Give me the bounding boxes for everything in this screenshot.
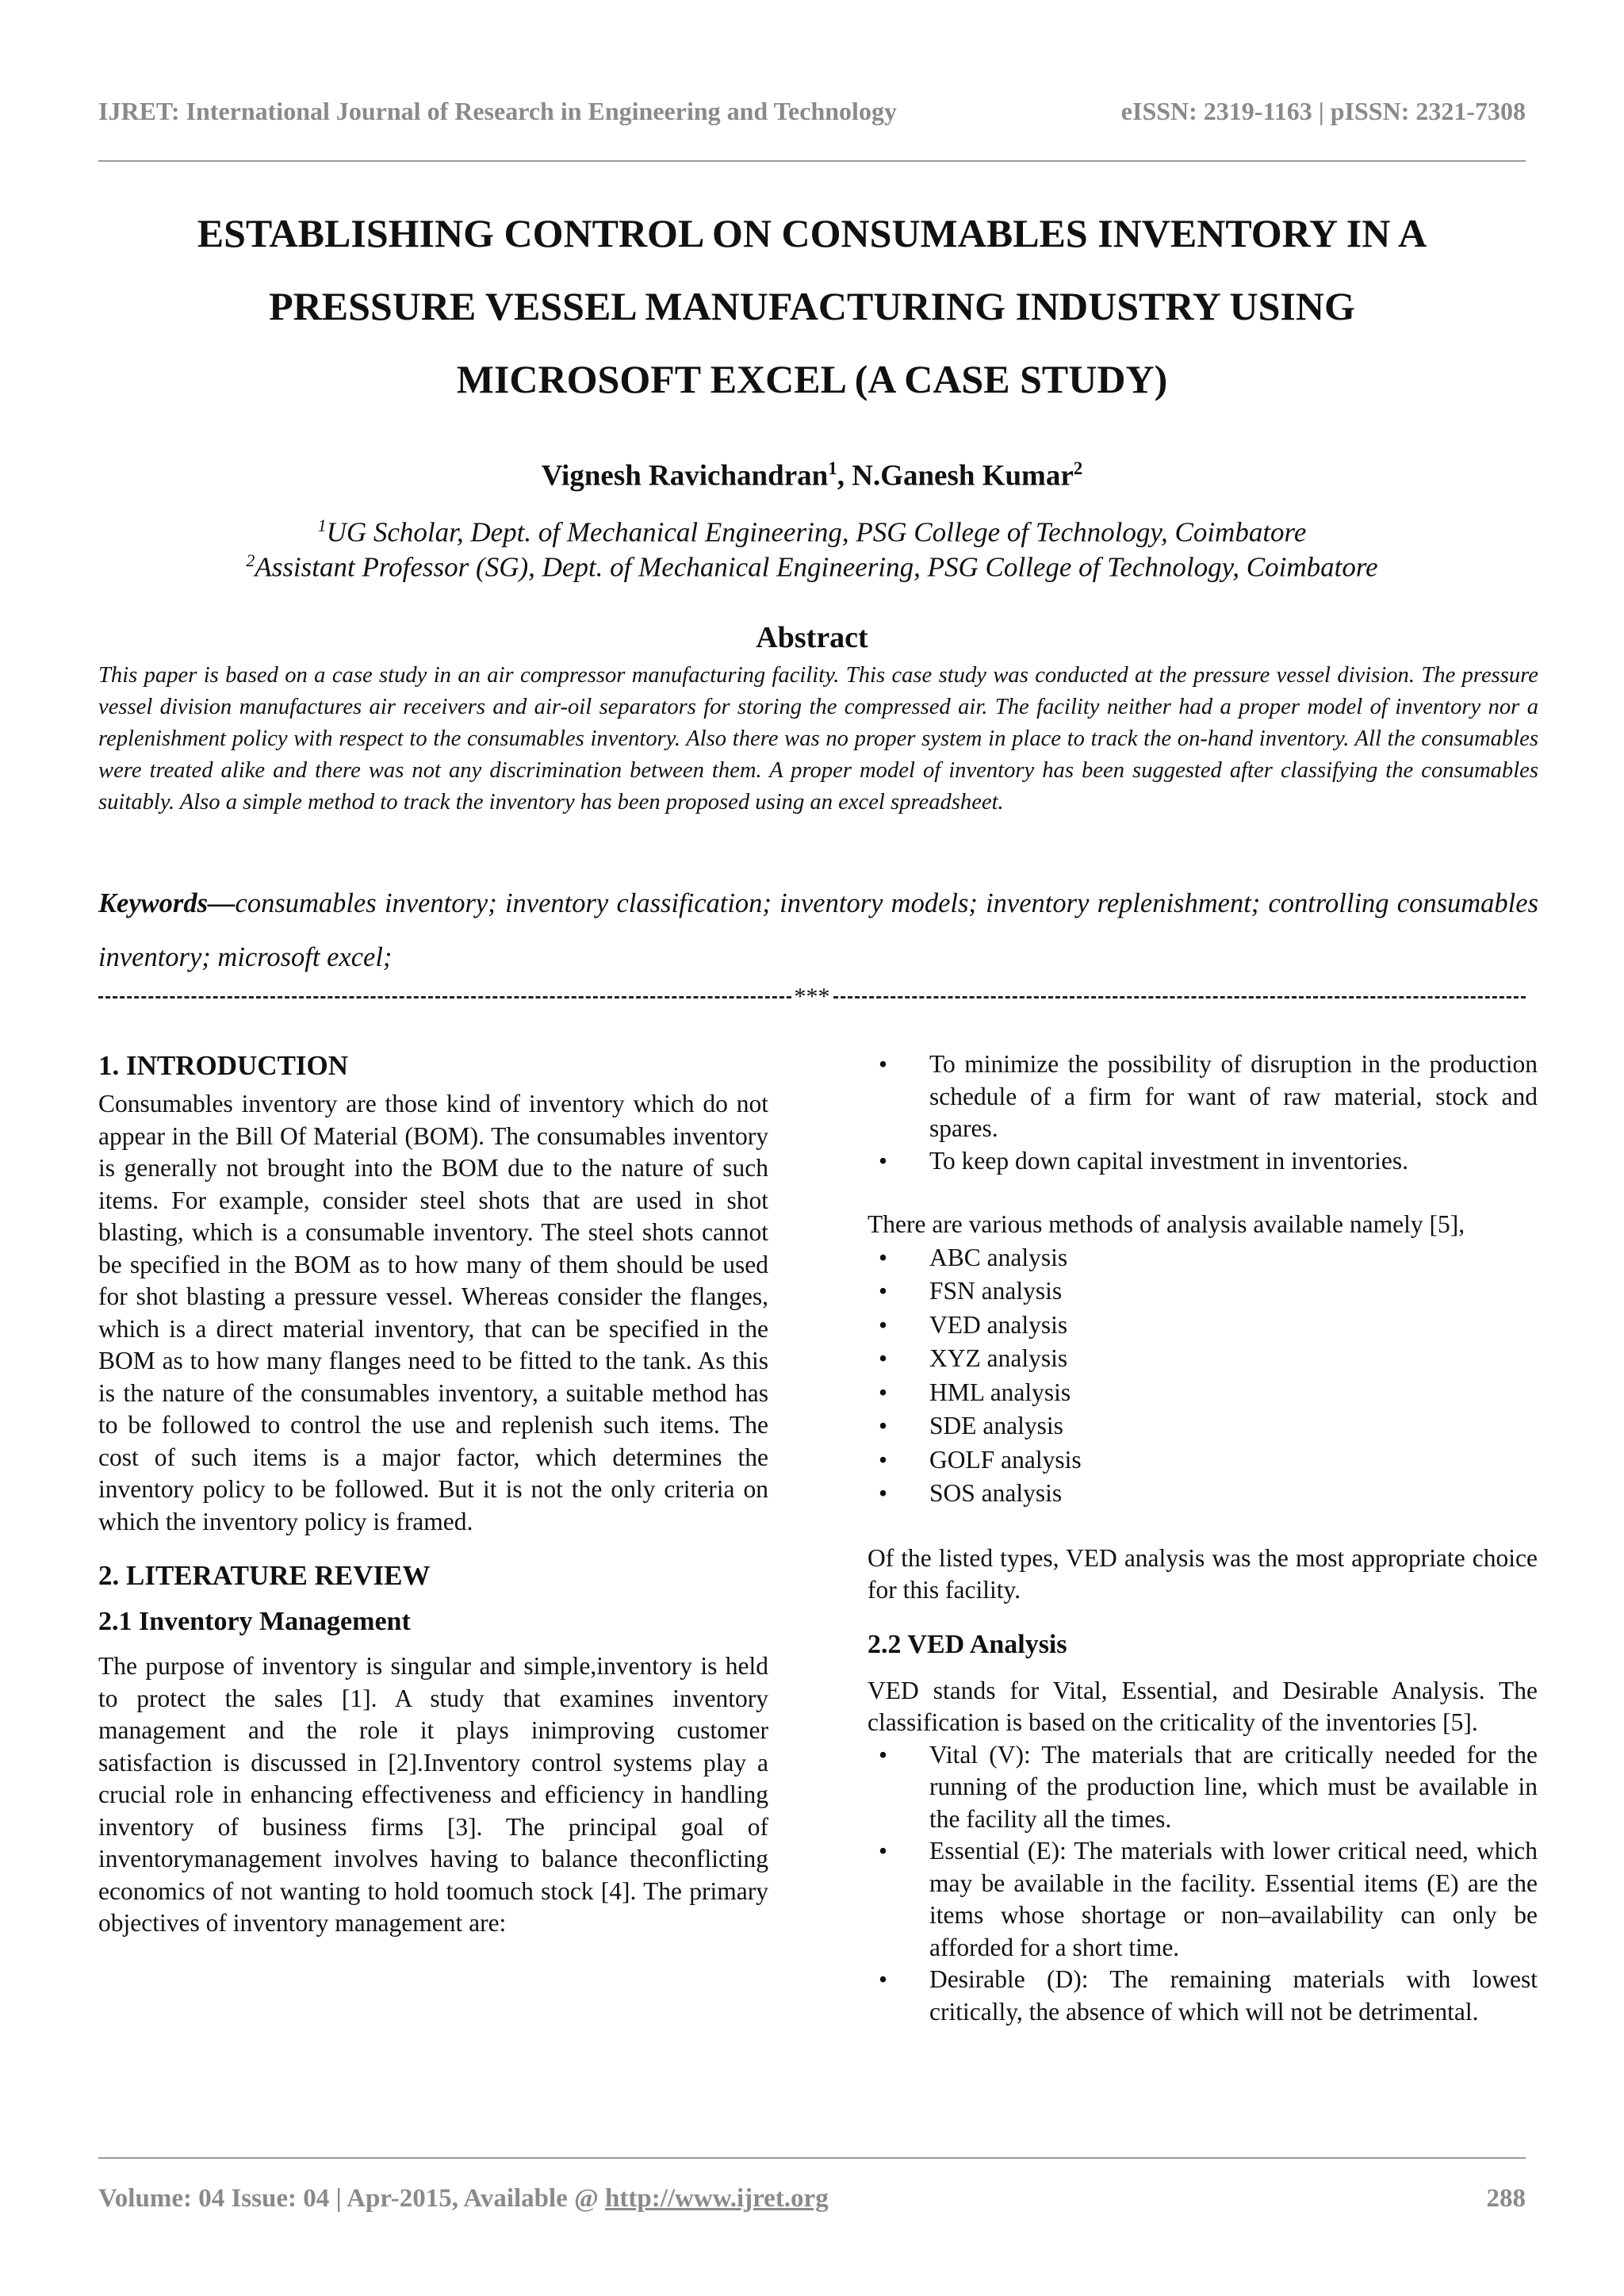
inventory-management-heading: 2.1 Inventory Management	[98, 1607, 411, 1636]
affiliation-text: UG Scholar, Dept. of Mechanical Engineering, PSG College of Technology, Coimbatore	[326, 516, 1307, 548]
author-list	[98, 458, 1526, 493]
list-item: • Vital (V): The materials that are critically needed for the running of the production line, which must be available in the facility all the times.	[868, 1739, 1538, 1836]
author-name: N.Ganesh Kumar	[852, 459, 1074, 493]
listed-types-text: Of the listed types, VED analysis was the most appropriate choice for this facility.	[868, 1543, 1538, 1604]
list-item: • HML analysis	[868, 1376, 1538, 1410]
list-item: • ABC analysis	[868, 1241, 1538, 1275]
list-item: • GOLF analysis	[868, 1443, 1538, 1478]
title-line: ESTABLISHING CONTROL ON CONSUMABLES INVENTORY IN A	[197, 211, 1427, 255]
separator-stars: ***	[794, 983, 830, 1010]
author-name: Vignesh Ravichandran	[541, 459, 829, 493]
journal-header: IJRET: International Journal of Research in Engineering and Technology	[98, 97, 897, 125]
keywords-text: consumables inventory; inventory classification; inventory models; inventory replenishment; controlling consumables inventory; microsoft excel;	[98, 888, 1538, 972]
inventory-management-text: The purpose of inventory is singular and simple,inventory is held to protect the sales [1]. A study that examines inventory management and the role it plays inimproving customer satisfaction is discussed in [2].Inventory control systems play a crucial role in enhancing effectiveness and efficiency in handling inventory of business firms [3]. The principal goal of inventorymanagement involves having to balance theconflicting economics of not wanting to hold toomuch stock [4]. The primary objectives of inventory management are:	[98, 1652, 768, 1937]
keywords-label: Keywords—	[98, 888, 236, 918]
affiliation-2	[98, 550, 1526, 584]
ved-analysis-heading: 2.2 VED Analysis	[868, 1629, 1067, 1659]
footer-volume-text: Volume: 04 Issue: 04 | Apr-2015, Available @	[98, 2184, 606, 2213]
author-sup: 1	[828, 458, 837, 478]
list-item: • Essential (E): The materials with lower critical need, which may be available in the facility. Essential items (E) are the items whose shortage or non–availability can only be afforded for a short time.	[868, 1835, 1538, 1964]
separator-dashes-left	[98, 996, 791, 999]
section-separator	[98, 983, 1526, 1010]
left-column	[98, 1048, 768, 1940]
issn-header: eISSN: 2319-1163 | pISSN: 2321-7308	[1120, 97, 1526, 125]
list-item: • SOS analysis	[868, 1477, 1538, 1511]
ved-analysis-text: VED stands for Vital, Essential, and Desirable Analysis. The classification is based on the criticality of the inventories [5].	[868, 1676, 1538, 1736]
affiliation-1	[98, 516, 1526, 549]
paper-title	[98, 197, 1526, 416]
methods-intro: There are various methods of analysis available namely [5],	[868, 1210, 1465, 1238]
abstract-heading: Abstract	[756, 621, 868, 654]
introduction-text: Consumables inventory are those kind of inventory which do not appear in the Bill Of Material (BOM). The consumables inventory is generally not brought into the BOM due to the nature of such items. For example, consider steel shots that are used in shot blasting, which is a consumable inventory. The steel shots cannot be specified in the BOM as to how many of them should be used for shot blasting a pressure vessel. Whereas consider the flanges, which is a direct material inventory, that can be specified in the BOM as to how many flanges need to be fitted to the tank. As this is the nature of the consumables inventory, a suitable method has to be followed to control the use and replenish such items. The cost of such items is a major factor, which determines the inventory policy to be followed. But it is not the only criteria on which the inventory policy is framed.	[98, 1090, 768, 1535]
list-item: • VED analysis	[868, 1309, 1538, 1343]
author-separator: ,	[837, 459, 852, 493]
list-item: • To keep down capital investment in inventories.	[868, 1145, 1538, 1178]
list-item: • FSN analysis	[868, 1274, 1538, 1309]
list-item: • SDE analysis	[868, 1409, 1538, 1443]
author-sup: 2	[1073, 458, 1083, 478]
methods-list	[868, 1241, 1538, 1511]
introduction-heading: 1. INTRODUCTION	[98, 1050, 349, 1081]
ved-list	[868, 1739, 1538, 2029]
affiliation-sup: 1	[317, 516, 327, 535]
right-column	[868, 1048, 1538, 2028]
header-rule	[98, 160, 1526, 162]
objectives-list	[868, 1048, 1538, 1177]
separator-dashes-right	[833, 996, 1526, 999]
list-item: • To minimize the possibility of disruption in the production schedule of a firm for want of raw material, stock and spares.	[868, 1048, 1538, 1145]
list-item: • XYZ analysis	[868, 1342, 1538, 1376]
title-line: PRESSURE VESSEL MANUFACTURING INDUSTRY USING	[269, 284, 1355, 328]
literature-review-heading: 2. LITERATURE REVIEW	[98, 1560, 431, 1591]
page-number: 288	[1486, 2184, 1526, 2213]
affiliation-text: Assistant Professor (SG), Dept. of Mechanical Engineering, PSG College of Technology, Coimbatore	[255, 551, 1378, 583]
footer-volume	[98, 2184, 829, 2214]
abstract-text: This paper is based on a case study in an air compressor manufacturing facility. This case study was conducted at the pressure vessel division. The pressure vessel division manufactures air receivers and air-oil separators for storing the compressed air. The facility neither had a proper model of inventory nor a replenishment policy with respect to the consumables inventory. Also there was no proper system in place to track the on-hand inventory. All the consumables were treated alike and there was not any discrimination between them. A proper model of inventory has been suggested after classifying the consumables suitably. Also a simple method to track the inventory has been proposed using an excel spreadsheet.	[98, 663, 1538, 815]
title-line: MICROSOFT EXCEL (A CASE STUDY)	[456, 357, 1168, 401]
affiliation-sup: 2	[246, 550, 255, 570]
footer-rule	[98, 2157, 1526, 2159]
list-item: • Desirable (D): The remaining materials with lowest critically, the absence of which will not be detrimental.	[868, 1964, 1538, 2028]
journal-link[interactable]: http://www.ijret.org	[605, 2184, 829, 2213]
keywords	[98, 876, 1538, 984]
